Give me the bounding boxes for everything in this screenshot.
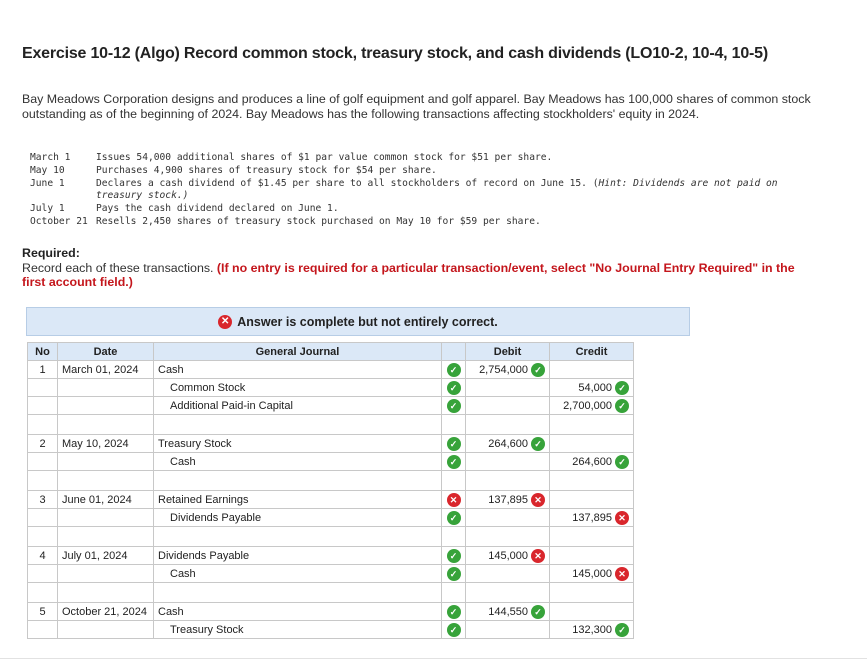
blank-cell: [28, 415, 58, 435]
header-general-journal: General Journal: [154, 343, 442, 361]
transaction-date: May 10: [30, 164, 65, 176]
required-emphasis: (If no entry is required for a particular transaction/event, select "No Journal Entry Required" in the first account field.): [22, 261, 795, 289]
blank-cell[interactable]: [154, 583, 442, 603]
account-field[interactable]: Treasury Stock: [154, 621, 442, 639]
blank-cell: [58, 415, 154, 435]
account-field[interactable]: Retained Earnings: [154, 491, 442, 509]
entry-date[interactable]: October 21, 2024: [58, 603, 154, 621]
transaction-item: [30, 165, 801, 178]
entry-number: 1: [28, 361, 58, 379]
account-mark: [442, 397, 466, 415]
debit-field[interactable]: [466, 621, 550, 639]
error-x-icon: ✕: [531, 549, 545, 563]
transaction-item: [30, 203, 801, 216]
credit-field[interactable]: [550, 547, 634, 565]
entry-number: [28, 509, 58, 527]
blank-cell: [442, 527, 466, 547]
entry-number: 3: [28, 491, 58, 509]
bottom-divider: [0, 658, 867, 659]
transaction-text: Purchases 4,900 shares of treasury stock for $54 per share.: [96, 164, 437, 176]
journal-header-row: [28, 343, 634, 361]
account-field[interactable]: Cash: [154, 603, 442, 621]
intro-paragraph: Bay Meadows Corporation designs and produces a line of golf equipment and golf apparel. Bay Meadows has 100,000 shares of common stock outstanding as of the beginning of 2024. Bay Meadows has the following transactions affecting stockholders' equity in 2024.: [22, 92, 811, 121]
blank-cell: [58, 527, 154, 547]
debit-field[interactable]: [466, 397, 550, 415]
check-icon: ✓: [531, 605, 545, 619]
error-x-icon: ✕: [218, 315, 232, 329]
transaction-list: [30, 152, 801, 229]
check-icon: ✓: [447, 623, 461, 637]
check-icon: ✓: [615, 623, 629, 637]
journal-row: [28, 509, 634, 527]
transaction-date: March 1: [30, 152, 71, 163]
credit-field[interactable]: [550, 603, 634, 621]
blank-cell: [58, 583, 154, 603]
account-mark: [442, 547, 466, 565]
check-icon: ✓: [531, 437, 545, 451]
header-debit: Debit: [466, 343, 550, 361]
transaction-date: June 1: [30, 177, 65, 189]
check-icon: ✓: [447, 605, 461, 619]
account-field[interactable]: Cash: [154, 453, 442, 471]
transaction-text: Issues 54,000 additional shares of $1 par value common stock for $51 per share.: [96, 152, 553, 163]
exercise-title: Exercise 10-12 (Algo) Record common stock, treasury stock, and cash dividends (LO10-2, 10-4, 10-5): [22, 45, 769, 62]
blank-cell: [28, 471, 58, 491]
entry-number: 4: [28, 547, 58, 565]
credit-amount: 264,600: [572, 455, 612, 468]
check-icon: ✓: [447, 399, 461, 413]
transaction-date: October 21: [30, 215, 88, 227]
required-heading: Required:: [22, 246, 80, 260]
entry-date[interactable]: [58, 397, 154, 415]
blank-cell: [442, 471, 466, 491]
account-field[interactable]: Cash: [154, 565, 442, 583]
credit-field[interactable]: [550, 491, 634, 509]
check-icon: ✓: [531, 363, 545, 377]
account-field[interactable]: Dividends Payable: [154, 547, 442, 565]
transaction-date: July 1: [30, 203, 65, 215]
debit-amount: 144,550: [488, 605, 528, 618]
credit-amount: 54,000: [578, 381, 612, 394]
debit-amount: 2,754,000: [479, 363, 528, 376]
credit-field[interactable]: [550, 397, 634, 415]
entry-date[interactable]: [58, 379, 154, 397]
account-field[interactable]: Dividends Payable: [154, 509, 442, 527]
credit-amount: 145,000: [572, 567, 612, 580]
general-journal-table: [27, 342, 634, 639]
error-x-icon: ✕: [531, 493, 545, 507]
credit-amount: 137,895: [572, 511, 612, 524]
blank-cell[interactable]: [550, 583, 634, 603]
debit-field[interactable]: [466, 379, 550, 397]
credit-field[interactable]: [550, 435, 634, 453]
journal-row: [28, 547, 634, 565]
journal-row: [28, 491, 634, 509]
credit-field[interactable]: [550, 453, 634, 471]
journal-row: [28, 453, 634, 471]
credit-field[interactable]: [550, 565, 634, 583]
credit-field[interactable]: [550, 361, 634, 379]
entry-date[interactable]: [58, 621, 154, 639]
credit-amount: 2,700,000: [563, 399, 612, 412]
journal-row: [28, 565, 634, 583]
check-icon: ✓: [447, 511, 461, 525]
debit-field[interactable]: [466, 453, 550, 471]
debit-amount: 264,600: [488, 437, 528, 450]
entry-date[interactable]: [58, 565, 154, 583]
debit-amount: 137,895: [488, 493, 528, 506]
required-text: Record each of these transactions.: [22, 261, 217, 275]
entry-date[interactable]: May 10, 2024: [58, 435, 154, 453]
blank-cell: [28, 527, 58, 547]
blank-cell[interactable]: [466, 415, 550, 435]
journal-blank-row: [28, 527, 634, 547]
blank-cell[interactable]: [154, 471, 442, 491]
journal-body: [28, 361, 634, 639]
transaction-item: [30, 152, 801, 165]
check-icon: ✓: [615, 399, 629, 413]
blank-cell[interactable]: [466, 583, 550, 603]
debit-field[interactable]: [466, 509, 550, 527]
check-icon: ✓: [447, 363, 461, 377]
required-instructions: [22, 261, 812, 289]
check-icon: ✓: [447, 455, 461, 469]
debit-field[interactable]: [466, 435, 550, 453]
header-no: No: [28, 343, 58, 361]
journal-row: [28, 361, 634, 379]
journal-row: [28, 603, 634, 621]
check-icon: ✓: [447, 549, 461, 563]
journal-row: [28, 435, 634, 453]
account-mark: [442, 453, 466, 471]
blank-cell[interactable]: [550, 527, 634, 547]
answer-status-banner: [26, 307, 690, 336]
blank-cell[interactable]: [154, 527, 442, 547]
journal-row: [28, 397, 634, 415]
check-icon: ✓: [447, 381, 461, 395]
entry-date[interactable]: [58, 453, 154, 471]
account-field[interactable]: Common Stock: [154, 379, 442, 397]
transaction-text: [96, 178, 801, 204]
error-x-icon: ✕: [615, 567, 629, 581]
transaction-text: Pays the cash dividend declared on June 1.: [96, 203, 339, 215]
check-icon: ✓: [447, 567, 461, 581]
blank-cell: [58, 471, 154, 491]
entry-date[interactable]: June 01, 2024: [58, 491, 154, 509]
entry-number: [28, 565, 58, 583]
account-mark: [442, 379, 466, 397]
debit-field[interactable]: [466, 491, 550, 509]
blank-cell: [28, 583, 58, 603]
debit-field[interactable]: [466, 547, 550, 565]
blank-cell[interactable]: [154, 415, 442, 435]
blank-cell: [442, 415, 466, 435]
transaction-item: [30, 216, 801, 229]
journal-blank-row: [28, 415, 634, 435]
entry-number: 5: [28, 603, 58, 621]
account-field[interactable]: Additional Paid-in Capital: [154, 397, 442, 415]
credit-field[interactable]: [550, 621, 634, 639]
blank-cell[interactable]: [550, 415, 634, 435]
header-mark: [442, 343, 466, 361]
entry-number: [28, 397, 58, 415]
header-date: Date: [58, 343, 154, 361]
error-x-icon: ✕: [447, 493, 461, 507]
transaction-text-main: Declares a cash dividend of $1.45 per share to all stockholders of record on June 15. (: [96, 177, 599, 189]
entry-number: [28, 379, 58, 397]
credit-field[interactable]: [550, 509, 634, 527]
debit-field[interactable]: [466, 361, 550, 379]
blank-cell: [442, 583, 466, 603]
debit-field[interactable]: [466, 565, 550, 583]
account-field[interactable]: Treasury Stock: [154, 435, 442, 453]
account-mark: [442, 603, 466, 621]
transaction-item: [30, 178, 801, 204]
transaction-text: Resells 2,450 shares of treasury stock purchased on May 10 for $59 per share.: [96, 215, 541, 227]
account-mark: [442, 361, 466, 379]
entry-number: [28, 453, 58, 471]
entry-date[interactable]: [58, 509, 154, 527]
account-mark: [442, 621, 466, 639]
entry-date[interactable]: July 01, 2024: [58, 547, 154, 565]
entry-number: [28, 621, 58, 639]
debit-field[interactable]: [466, 603, 550, 621]
entry-date[interactable]: March 01, 2024: [58, 361, 154, 379]
transaction-hint: Hint: Dividends are not paid on treasury stock.): [96, 177, 778, 202]
journal-blank-row: [28, 471, 634, 491]
error-x-icon: ✕: [615, 511, 629, 525]
debit-amount: 145,000: [488, 549, 528, 562]
answer-status-text: Answer is complete but not entirely correct.: [237, 314, 498, 329]
account-mark: [442, 491, 466, 509]
account-mark: [442, 435, 466, 453]
credit-field[interactable]: [550, 379, 634, 397]
journal-blank-row: [28, 583, 634, 603]
check-icon: ✓: [615, 381, 629, 395]
journal-row: [28, 621, 634, 639]
check-icon: ✓: [447, 437, 461, 451]
account-mark: [442, 509, 466, 527]
header-credit: Credit: [550, 343, 634, 361]
credit-amount: 132,300: [572, 623, 612, 636]
account-mark: [442, 565, 466, 583]
account-field[interactable]: Cash: [154, 361, 442, 379]
entry-number: 2: [28, 435, 58, 453]
journal-row: [28, 379, 634, 397]
check-icon: ✓: [615, 455, 629, 469]
blank-cell[interactable]: [550, 471, 634, 491]
blank-cell[interactable]: [466, 471, 550, 491]
blank-cell[interactable]: [466, 527, 550, 547]
